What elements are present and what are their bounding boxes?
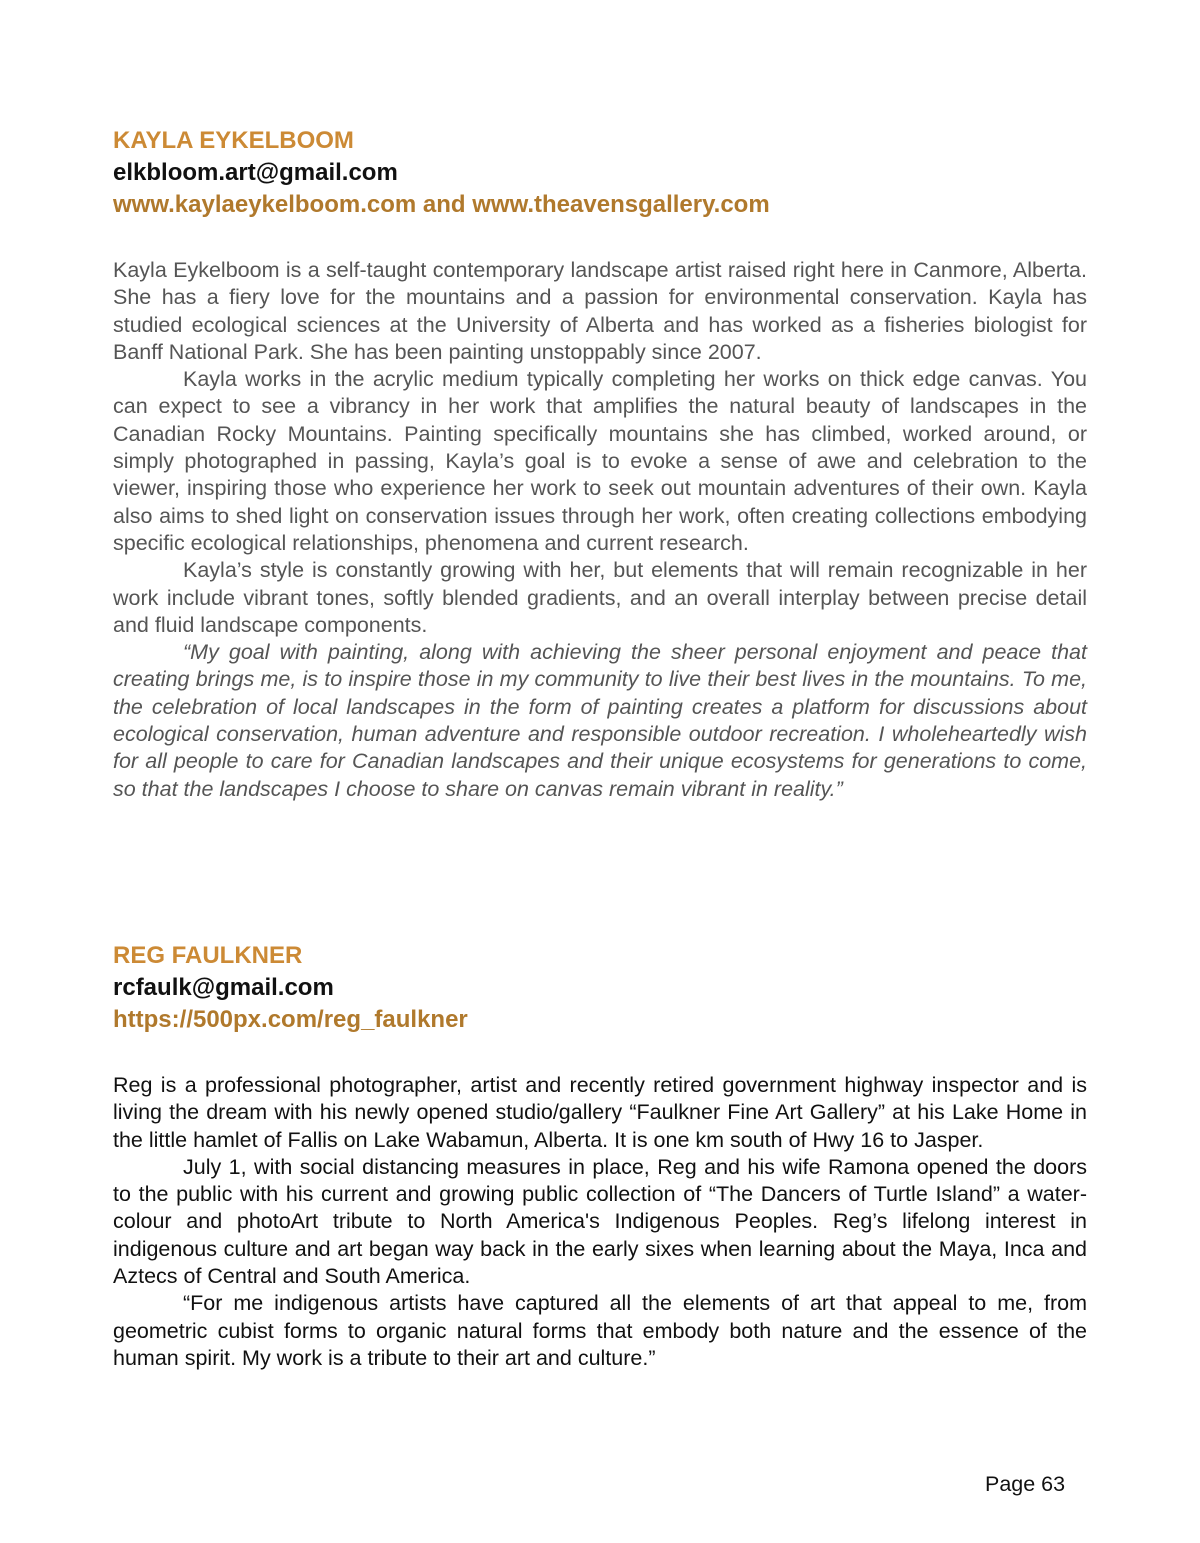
artist-website: www.kaylaeykelboom.com and www.theavensgallery.com: [113, 191, 770, 218]
artist-section-reg-faulkner: [113, 940, 1087, 1372]
bio-paragraph: Kayla’s style is constantly growing with her, but elements that will remain recognizable in her work include vibrant tones, softly blended gradients, and an overall interplay between precise detail and fluid landscape components.: [113, 558, 1087, 637]
bio-paragraph: July 1, with social distancing measures in place, Reg and his wife Ramona opened the doors to the public with his current and growing public collection of “The Dancers of Turtle Island” a water-colour and photoArt tribute to North America's Indigenous Peoples. Reg’s lifelong interest in indigenous culture and art began way back in the early sixes when learning about the Maya, Inca and Aztecs of Central and South America.: [113, 1154, 1087, 1289]
bio-paragraph: Kayla works in the acrylic medium typically completing her works on thick edge canvas. You can expect to see a vibrancy in her work that amplifies the natural beauty of landscapes in the Canadian Rocky Mountains. Painting specifically mountains she has climbed, worked around, or simply photographed in passing, Kayla’s goal is to evoke a sense of awe and celebration to the viewer, inspiring those who experience her work to seek out mountain adventures of their own. Kayla also aims to shed light on conservation issues through her work, often creating collections embodying specific ecological relationships, phenomena and current research.: [113, 367, 1087, 555]
artist-email: elkbloom.art@gmail.com: [113, 159, 398, 186]
artist-name: KAYLA EYKELBOOM: [113, 127, 354, 154]
page-number: Page 63: [985, 1472, 1066, 1496]
artist-section-kayla-eykelboom: [113, 125, 1087, 803]
artist-quote: “For me indigenous artists have captured all the elements of art that appeal to me, from geometric cubist forms to organic natural forms that embody both nature and the essence of the human spirit. My work is a tribute to their art and culture.”: [113, 1291, 1087, 1370]
artist-bio: [113, 1072, 1087, 1372]
artist-email: rcfaulk@gmail.com: [113, 974, 334, 1001]
artist-name: REG FAULKNER: [113, 942, 303, 969]
artist-quote: “My goal with painting, along with achieving the sheer personal enjoyment and peace that creating brings me, is to inspire those in my community to live their best lives in the mountains. To me, the celebration of local landscapes in the form of painting creates a platform for discussions about ecological conservation, human adventure and responsible outdoor recreation. I wholeheartedly wish for all people to care for Canadian landscapes and their unique ecosystems for generations to come, so that the landscapes I choose to share on canvas remain vibrant in reality.”: [113, 640, 1087, 801]
artist-website: https://500px.com/reg_faulkner: [113, 1006, 468, 1033]
bio-paragraph: Kayla Eykelboom is a self-taught contemporary landscape artist raised right here in Canmore, Alberta. She has a fiery love for the mountains and a passion for environmental conservation. Kayla has studied ecological sciences at the University of Alberta and has worked as a fisheries biologist for Banff National Park. She has been painting unstoppably since 2007.: [113, 258, 1087, 364]
bio-paragraph: Reg is a professional photographer, artist and recently retired government highway inspector and is living the dream with his newly opened studio/gallery “Faulkner Fine Art Gallery” at his Lake Home in the little hamlet of Fallis on Lake Wabamun, Alberta. It is one km south of Hwy 16 to Jasper.: [113, 1073, 1087, 1152]
artist-bio: [113, 257, 1087, 803]
